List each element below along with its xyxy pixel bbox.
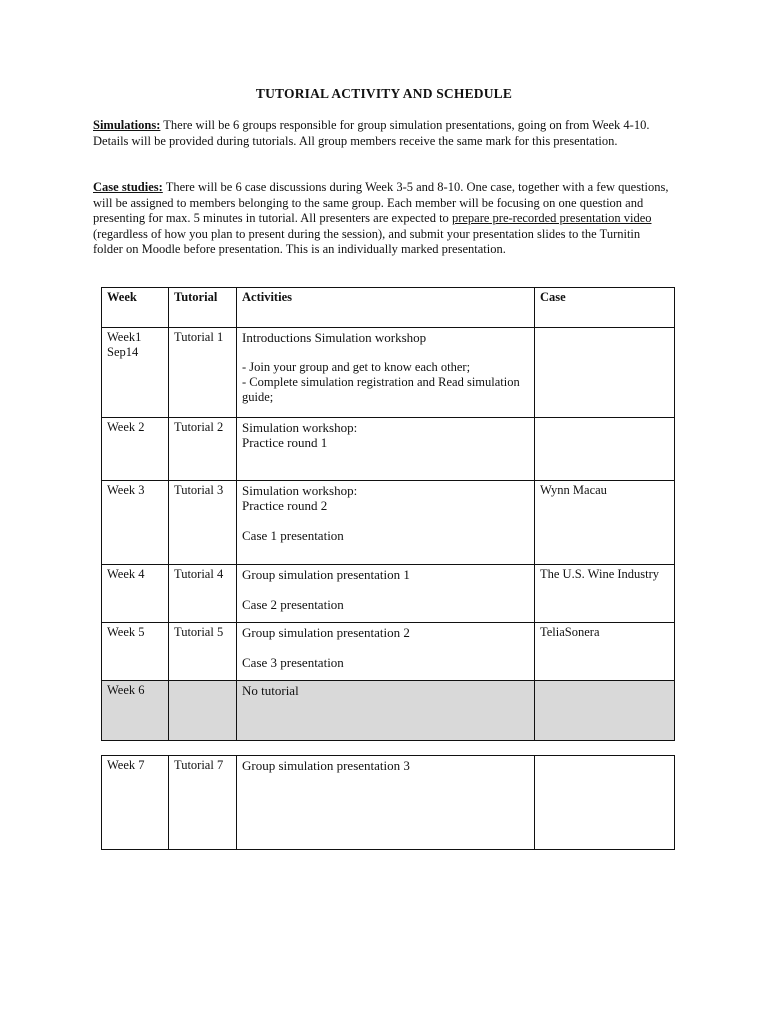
week-cell: Week 2 [102, 418, 169, 481]
case-cell: Wynn Macau [535, 481, 675, 565]
tutorial-cell: Tutorial 7 [169, 756, 237, 850]
table-header-row [102, 288, 675, 328]
case-cell: TeliaSonera [535, 623, 675, 681]
header-case: Case [535, 288, 675, 328]
activity-line: - Complete simulation registration and Read simulation guide; [242, 375, 520, 404]
case-cell [535, 328, 675, 418]
case-cell [535, 418, 675, 481]
activity-line: Group simulation presentation 2 [242, 625, 410, 640]
tutorial-cell: Tutorial 2 [169, 418, 237, 481]
activity-line: - Join your group and get to know each other; [242, 360, 471, 374]
activities-cell [237, 681, 535, 741]
simulations-lead: Simulations: [93, 118, 161, 132]
simulations-text: There will be 6 groups responsible for group simulation presentations, going on from Week 4-10. Details will be provided during tutorials. All group members receive the same mark for this presentation. [93, 118, 650, 148]
week-date: Sep14 [107, 345, 139, 359]
schedule-table-continued [101, 755, 675, 850]
week-cell: Week 7 [102, 756, 169, 850]
table-row [102, 756, 675, 850]
activity-line: Group simulation presentation 3 [242, 758, 410, 773]
activity-line: Group simulation presentation 1 [242, 567, 410, 582]
activity-line: Introductions Simulation workshop [242, 330, 427, 345]
case-studies-text-before: There will be 6 case discussions during Week 3-5 and 8-10. One case, together with a few questions, will be assigned to members belonging to the same group. Each member will be focusing on one question and presenting for max. 5 minutes in tutorial. All presenters are expected to [93, 180, 669, 225]
header-activities: Activities [237, 288, 535, 328]
document-title: TUTORIAL ACTIVITY AND SCHEDULE [255, 86, 513, 101]
activity-line: Case 1 presentation [242, 528, 344, 543]
activity-line: Case 3 presentation [242, 655, 344, 670]
tutorial-cell: Tutorial 3 [169, 481, 237, 565]
week-cell: Week 3 [102, 481, 169, 565]
tutorial-cell [169, 681, 237, 741]
table-row [102, 565, 675, 623]
activity-line: Simulation workshop: [242, 483, 358, 498]
table-row [102, 328, 675, 418]
activity-line: Simulation workshop: [242, 420, 358, 435]
week-cell: Week 5 [102, 623, 169, 681]
week-cell [102, 328, 169, 418]
case-cell [535, 681, 675, 741]
activities-cell [237, 565, 535, 623]
table-row [102, 481, 675, 565]
case-studies-paragraph [93, 180, 673, 258]
header-tutorial: Tutorial [169, 288, 237, 328]
table-row [102, 418, 675, 481]
schedule-table [101, 287, 675, 741]
activities-cell [237, 328, 535, 418]
case-cell [535, 756, 675, 850]
week-cell: Week 6 [102, 681, 169, 741]
table-row [102, 623, 675, 681]
activity-line: Case 2 presentation [242, 597, 344, 612]
week-label: Week1 [107, 330, 142, 344]
activities-cell [237, 623, 535, 681]
simulations-paragraph [93, 118, 673, 149]
case-studies-underlined: prepare pre-recorded presentation video [451, 211, 652, 225]
activity-line: No tutorial [242, 683, 299, 698]
activity-line: Practice round 2 [242, 498, 328, 513]
activities-cell [237, 481, 535, 565]
case-cell: The U.S. Wine Industry [535, 565, 675, 623]
week-cell: Week 4 [102, 565, 169, 623]
activities-cell [237, 756, 535, 850]
case-studies-text-after: (regardless of how you plan to present during the session), and submit your presentation slides to the Turnitin folder on Moodle before presentation. This is an individually marked presentation. [93, 226, 641, 256]
activities-cell [237, 418, 535, 481]
tutorial-cell: Tutorial 4 [169, 565, 237, 623]
tutorial-cell: Tutorial 5 [169, 623, 237, 681]
header-week: Week [102, 288, 169, 328]
tutorial-cell: Tutorial 1 [169, 328, 237, 418]
table-row [102, 681, 675, 741]
case-studies-lead: Case studies: [93, 180, 163, 194]
activity-line: Practice round 1 [242, 435, 328, 450]
